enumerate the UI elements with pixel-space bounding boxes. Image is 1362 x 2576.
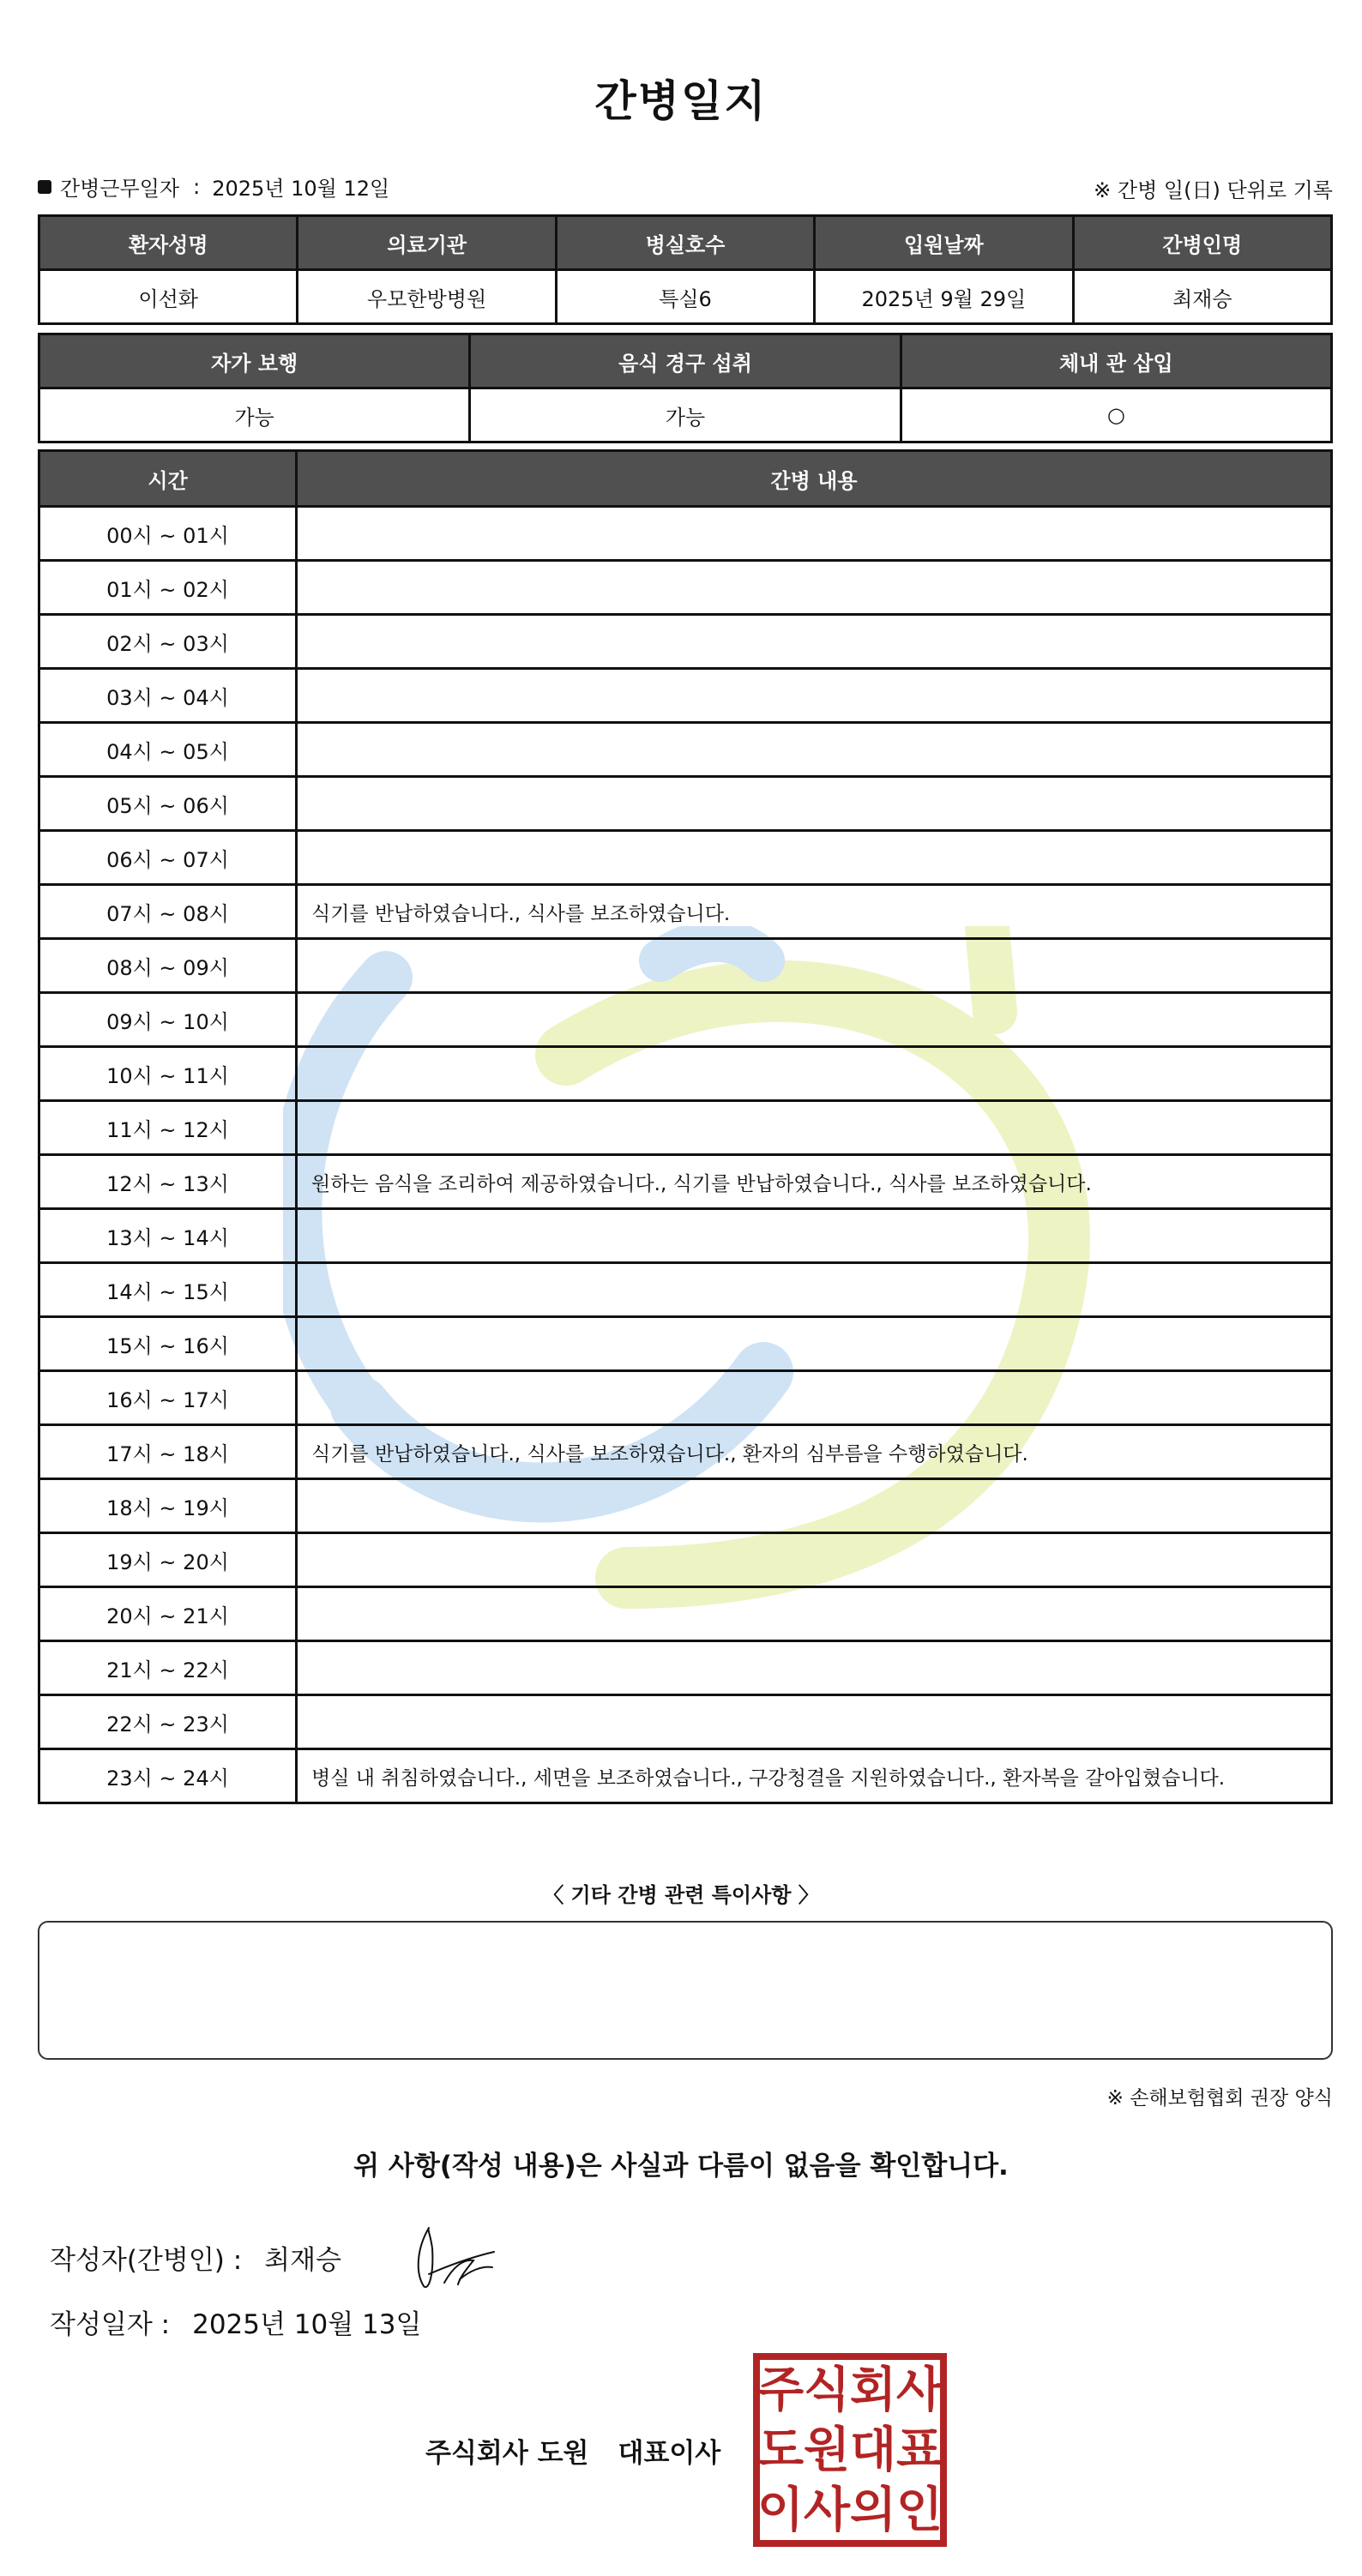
patient-name: 이선화 — [39, 270, 298, 324]
care-content-cell — [297, 1533, 1332, 1587]
care-content-cell — [297, 993, 1332, 1047]
oral-intake-status: 가능 — [470, 388, 901, 442]
time-cell: 10시 ~ 11시 — [39, 1047, 297, 1101]
time-cell: 00시 ~ 01시 — [39, 507, 297, 561]
table-row — [39, 1155, 1332, 1209]
time-cell: 04시 ~ 05시 — [39, 723, 297, 777]
care-content-cell — [297, 1641, 1332, 1695]
page-title: 간병일지 — [594, 76, 768, 126]
care-content-cell — [297, 1479, 1332, 1533]
written-date-value: 2025년 10월 13일 — [192, 2309, 422, 2340]
header-care-content: 간병 내용 — [297, 451, 1332, 507]
time-cell: 06시 ~ 07시 — [39, 831, 297, 885]
table-row — [39, 993, 1332, 1047]
seal-character: 원 — [803, 2423, 851, 2478]
table-row — [39, 723, 1332, 777]
table-row — [39, 1263, 1332, 1317]
table-row — [39, 1317, 1332, 1371]
time-cell: 21시 ~ 22시 — [39, 1641, 297, 1695]
table-row — [39, 777, 1332, 831]
header-room: 병실호수 — [556, 216, 814, 270]
care-content-cell: 식기를 반납하였습니다., 식사를 보조하였습니다. — [297, 885, 1332, 939]
seal-character: 사 — [803, 2483, 851, 2538]
company-name: 주식회사 도원 — [425, 2438, 589, 2469]
header-hospital: 의료기관 — [298, 216, 556, 270]
care-content-cell — [297, 939, 1332, 993]
table-row — [39, 615, 1332, 669]
table-row — [39, 1371, 1332, 1425]
work-date-value: 2025년 10월 12일 — [212, 177, 390, 201]
seal-character: 의 — [849, 2483, 897, 2538]
form-note: ※ 손해보험협회 권장 양식 — [1106, 2087, 1333, 2110]
table-row — [39, 1749, 1332, 1803]
time-cell: 14시 ~ 15시 — [39, 1263, 297, 1317]
time-cell: 18시 ~ 19시 — [39, 1479, 297, 1533]
table-row — [39, 1587, 1332, 1641]
time-cell: 15시 ~ 16시 — [39, 1317, 297, 1371]
table-row — [39, 1533, 1332, 1587]
header-time: 시간 — [39, 451, 297, 507]
table-row — [39, 831, 1332, 885]
time-cell: 02시 ~ 03시 — [39, 615, 297, 669]
patient-info-table — [38, 214, 1333, 325]
company-seal — [753, 2353, 947, 2547]
care-content-cell — [297, 1263, 1332, 1317]
care-content-cell — [297, 1695, 1332, 1749]
author-label: 작성자(간병인) : — [50, 2245, 243, 2276]
representative-title: 대표이사 — [618, 2438, 721, 2469]
care-content-cell — [297, 1101, 1332, 1155]
time-cell: 19시 ~ 20시 — [39, 1533, 297, 1587]
author-name: 최재승 — [264, 2245, 342, 2276]
header-oral-intake: 음식 경구 섭취 — [470, 334, 901, 388]
time-cell: 13시 ~ 14시 — [39, 1209, 297, 1263]
care-content-cell: 원하는 음식을 조리하여 제공하였습니다., 식기를 반납하였습니다., 식사를 보조하였습니다. — [297, 1155, 1332, 1209]
care-log-table — [38, 449, 1333, 1804]
header-caregiver: 간병인명 — [1073, 216, 1331, 270]
signature-image — [410, 2223, 504, 2291]
time-cell: 12시 ~ 13시 — [39, 1155, 297, 1209]
time-cell: 20시 ~ 21시 — [39, 1587, 297, 1641]
seal-character: 사 — [895, 2362, 943, 2418]
care-content-cell: 식기를 반납하였습니다., 식사를 보조하였습니다., 환자의 심부름을 수행하였습니다. — [297, 1425, 1332, 1479]
header-patient-name: 환자성명 — [39, 216, 298, 270]
notes-label: 〈 기타 간병 관련 특이사항 〉 — [543, 1883, 819, 1907]
confirmation-statement: 위 사항(작성 내용)은 사실과 다름이 없음을 확인합니다. — [353, 2151, 1009, 2182]
time-cell: 08시 ~ 09시 — [39, 939, 297, 993]
care-content-cell — [297, 669, 1332, 723]
care-content-cell — [297, 831, 1332, 885]
time-cell: 07시 ~ 08시 — [39, 885, 297, 939]
time-cell: 17시 ~ 18시 — [39, 1425, 297, 1479]
author-line — [50, 2238, 341, 2277]
caregiver-name: 최재승 — [1073, 270, 1331, 324]
care-content-cell — [297, 777, 1332, 831]
work-date-separator: : — [193, 174, 201, 199]
care-content-cell — [297, 507, 1332, 561]
care-content-cell: 병실 내 취침하였습니다., 세면을 보조하였습니다., 구강청결을 지원하였습니다., 환자복을 갈아입혔습니다. — [297, 1749, 1332, 1803]
tube-status: ○ — [901, 388, 1331, 442]
bullet-square-icon — [38, 180, 51, 194]
written-date-line — [50, 2302, 421, 2341]
admission-date: 2025년 9월 29일 — [815, 270, 1073, 324]
table-row — [39, 1101, 1332, 1155]
time-cell: 11시 ~ 12시 — [39, 1101, 297, 1155]
company-line — [425, 2431, 720, 2470]
seal-character: 식 — [803, 2362, 851, 2418]
time-cell: 09시 ~ 10시 — [39, 993, 297, 1047]
room-number: 특실6 — [556, 270, 814, 324]
seal-character: 주 — [756, 2362, 805, 2418]
seal-character: 대 — [849, 2423, 897, 2478]
table-row — [39, 1425, 1332, 1479]
seal-character: 표 — [895, 2423, 943, 2478]
notes-box — [38, 1921, 1333, 2060]
care-content-cell — [297, 723, 1332, 777]
table-row — [39, 939, 1332, 993]
work-date-line — [38, 172, 389, 202]
table-row — [39, 1479, 1332, 1533]
care-content-cell — [297, 561, 1332, 615]
seal-character: 이 — [756, 2483, 805, 2538]
table-row — [39, 507, 1332, 561]
time-cell: 05시 ~ 06시 — [39, 777, 297, 831]
table-row — [39, 669, 1332, 723]
header-admission-date: 입원날짜 — [815, 216, 1073, 270]
walking-status: 가능 — [39, 388, 470, 442]
care-content-cell — [297, 1047, 1332, 1101]
table-row — [39, 1209, 1332, 1263]
care-content-cell — [297, 615, 1332, 669]
table-row — [39, 1695, 1332, 1749]
header-walking: 자가 보행 — [39, 334, 470, 388]
table-row — [39, 561, 1332, 615]
care-content-cell — [297, 1371, 1332, 1425]
time-cell: 03시 ~ 04시 — [39, 669, 297, 723]
table-row — [39, 885, 1332, 939]
header-tube: 체내 관 삽입 — [901, 334, 1331, 388]
care-content-cell — [297, 1317, 1332, 1371]
table-row — [39, 1641, 1332, 1695]
care-content-cell — [297, 1587, 1332, 1641]
table-row — [39, 1047, 1332, 1101]
hospital-name: 우모한방병원 — [298, 270, 556, 324]
work-date-label: 간병근무일자 — [60, 177, 180, 201]
time-cell: 16시 ~ 17시 — [39, 1371, 297, 1425]
time-cell: 22시 ~ 23시 — [39, 1695, 297, 1749]
seal-character: 도 — [756, 2423, 805, 2478]
time-cell: 01시 ~ 02시 — [39, 561, 297, 615]
patient-status-table — [38, 333, 1333, 443]
seal-character: 회 — [849, 2362, 897, 2418]
unit-note: ※ 간병 일(日) 단위로 기록 — [1094, 178, 1333, 202]
time-cell: 23시 ~ 24시 — [39, 1749, 297, 1803]
seal-character: 인 — [895, 2483, 943, 2538]
written-date-label: 작성일자 : — [50, 2309, 171, 2340]
care-content-cell — [297, 1209, 1332, 1263]
